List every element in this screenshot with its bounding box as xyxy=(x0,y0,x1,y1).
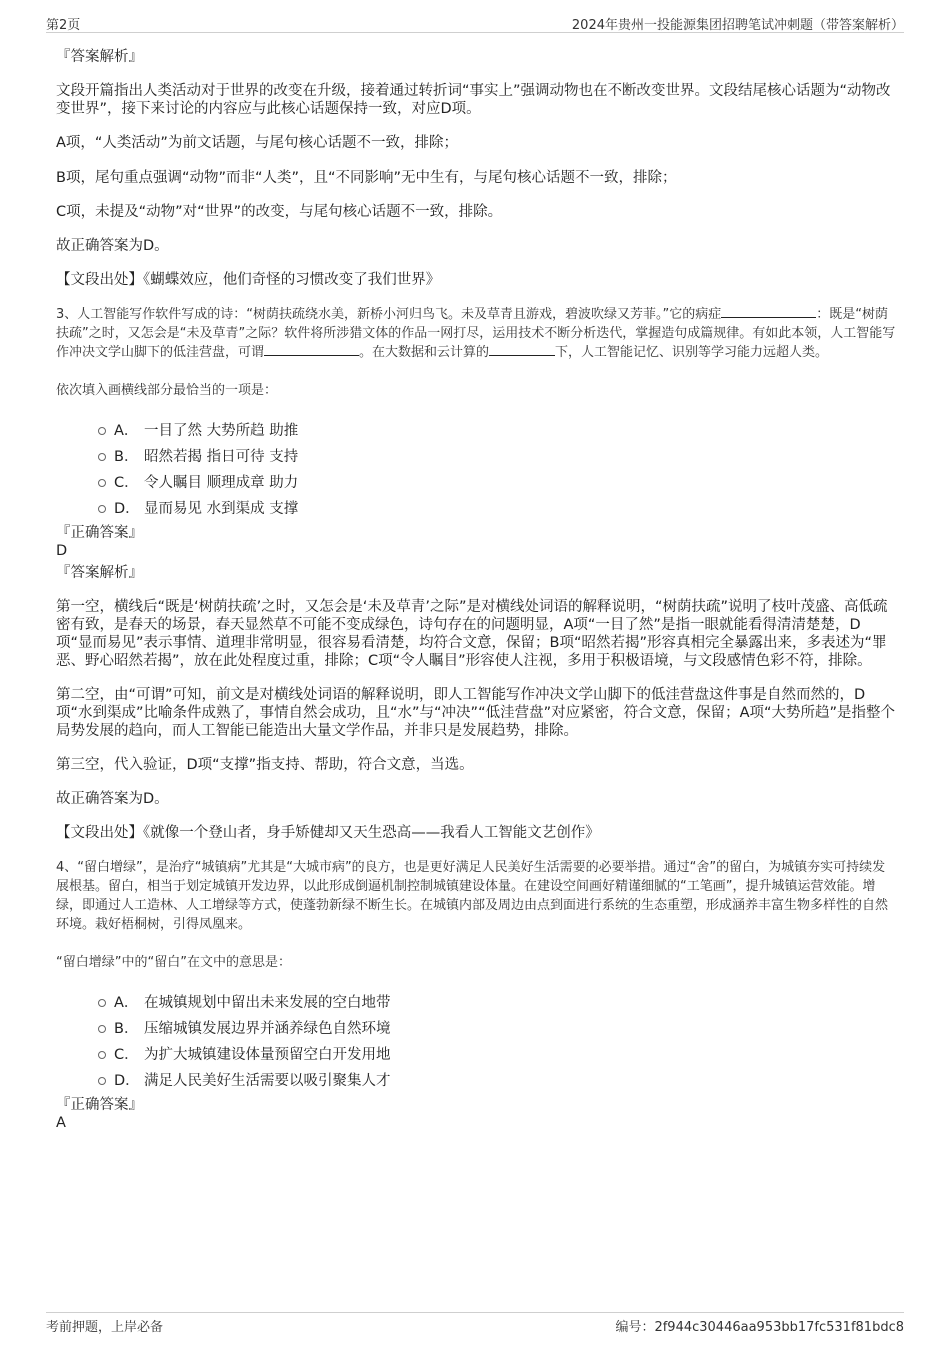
analysis-option-b: B项，尾句重点强调“动物”而非“人类”，且“不同影响”无中生有，与尾句核心话题不一致，排除； xyxy=(56,170,677,186)
analysis-label: 『答案解析』 xyxy=(56,49,143,65)
radio-icon[interactable] xyxy=(98,505,106,513)
option-text: 满足人民美好生活需要以吸引聚集人才 xyxy=(144,1072,391,1089)
option-text: 昭然若揭 指日可待 支持 xyxy=(144,448,299,465)
source-citation: 【文段出处】《就像一个登山者，身手矫健却又天生恐高——我看人工智能文艺创作》 xyxy=(56,825,600,841)
radio-icon[interactable] xyxy=(98,1077,106,1085)
radio-icon[interactable] xyxy=(98,1025,106,1033)
option-key: A． xyxy=(114,994,139,1011)
option-c[interactable] xyxy=(98,468,896,494)
blank-2 xyxy=(264,343,359,356)
question-2-analysis xyxy=(56,48,896,289)
analysis-option-a: A项，“人类活动”为前文话题，与尾句核心话题不一致，排除； xyxy=(56,135,458,151)
answer-conclusion: 故正确答案为D。 xyxy=(56,238,169,254)
option-c[interactable] xyxy=(98,1040,896,1066)
stem-part-2: ：既是“树荫扶疏”之时，又怎会是“未及草青”之际？软件将所涉猎文体的作品一网打尽，运用技术不断分析迭代，掌握造句成篇规律。有如此本领，人工智能写作冲决文学山脚下的低洼营盘，可谓 xyxy=(56,307,896,360)
correct-answer: D xyxy=(56,543,68,559)
stem-part-4: 下，人工智能记忆、识别等学习能力远超人类。 xyxy=(555,345,829,360)
option-text: 压缩城镇发展边界并涵养绿色自然环境 xyxy=(144,1020,391,1037)
radio-icon[interactable] xyxy=(98,427,106,435)
page-number: 第2页 xyxy=(46,18,81,33)
question-4 xyxy=(56,858,896,1132)
option-d[interactable] xyxy=(98,494,896,520)
analysis-paragraph: 文段开篇指出人类活动对于世界的改变在升级，接着通过转折词“事实上”强调动物也在不断改变世界。文段结尾核心话题为“动物改变世界”，接下来讨论的内容应与此核心话题保持一致，对应D项。 xyxy=(56,83,891,117)
stem-part-1: 3、人工智能写作软件写成的诗：“树荫扶疏绕水美，新桥小河归鸟飞。未及草青且游戏，碧波吹绿又芳菲。”它的病症 xyxy=(56,307,722,322)
option-text: 一目了然 大势所趋 助推 xyxy=(144,422,299,439)
document-title: 2024年贵州一投能源集团招聘笔试冲刺题（带答案解析） xyxy=(571,18,904,33)
radio-icon[interactable] xyxy=(98,453,106,461)
option-key: C． xyxy=(114,1046,139,1063)
analysis-label: 『答案解析』 xyxy=(56,565,143,581)
option-key: C． xyxy=(114,474,139,491)
answer-conclusion: 故正确答案为D。 xyxy=(56,791,169,807)
radio-icon[interactable] xyxy=(98,1051,106,1059)
source-citation: 【文段出处】《蝴蝶效应，他们奇怪的习惯改变了我们世界》 xyxy=(56,272,441,288)
correct-answer: A xyxy=(56,1115,66,1131)
option-b[interactable] xyxy=(98,442,896,468)
option-text: 在城镇规划中留出未来发展的空白地带 xyxy=(144,994,391,1011)
question-prompt: “留白增绿”中的“留白”在文中的意思是： xyxy=(56,955,291,970)
radio-icon[interactable] xyxy=(98,479,106,487)
option-b[interactable] xyxy=(98,1014,896,1040)
option-key: B． xyxy=(114,1020,139,1037)
option-text: 显而易见 水到渠成 支撑 xyxy=(144,500,299,517)
analysis-option-c: C项，未提及“动物”对“世界”的改变，与尾句核心话题不一致，排除。 xyxy=(56,204,503,220)
options-list xyxy=(98,988,896,1092)
question-stem: 4、“留白增绿”，是治疗“城镇病”尤其是“大城市病”的良方，也是更好满足人民美好生活需要的必要举措。通过“舍”的留白，为城镇夯实可持续发展根基。留白，相当于划定城镇开发边界，以此形成倒逼机制控制城镇建设体量。在建设空间画好精谨细腻的“工笔画”，提升城镇运营效能。增绿，即通过人工造林、人工增绿等方式，使蓬勃新绿不断生长。在城镇内部及周边由点到面进行系统的生态重塑，形成涵养丰富生物多样性的自然环境。栽好梧桐树，引得凤凰来。 xyxy=(56,860,889,932)
option-text: 为扩大城镇建设体量预留空白开发用地 xyxy=(144,1046,391,1063)
correct-answer-label: 『正确答案』 xyxy=(56,525,143,541)
option-key: A． xyxy=(114,422,139,439)
option-d[interactable] xyxy=(98,1066,896,1092)
document-body xyxy=(56,44,896,1132)
analysis-paragraph-2: 第二空，由“可谓”可知，前文是对横线处词语的解释说明，即人工智能写作冲决文学山脚下的低洼营盘这件事是自然而然的，D项“水到渠成”比喻条件成熟了，事情自然会成功，且“水”与“冲决”“低洼营盘”对应紧密，符合文意，保留；A项“大势所趋”是指整个局势发展的趋向，而人工智能已能造出大量文学作品，并非只是发展趋势，排除。 xyxy=(56,687,896,739)
option-a[interactable] xyxy=(98,988,896,1014)
question-3 xyxy=(56,305,896,842)
option-text: 令人瞩目 顺理成章 助力 xyxy=(144,474,299,491)
radio-icon[interactable] xyxy=(98,999,106,1007)
stem-part-3: 。在大数据和云计算的 xyxy=(359,345,490,360)
correct-answer-label: 『正确答案』 xyxy=(56,1097,143,1113)
question-prompt: 依次填入画横线部分最恰当的一项是： xyxy=(56,383,278,398)
option-key: B． xyxy=(114,448,139,465)
options-list xyxy=(98,416,896,520)
question-stem xyxy=(56,305,896,362)
page-footer xyxy=(46,1312,904,1335)
analysis-paragraph-1: 第一空，横线后“既是‘树荫扶疏’之时，又怎会是‘未及草青’之际”是对横线处词语的解释说明，“树荫扶疏”说明了枝叶茂盛、高低疏密有致，是春天的场景，春天显然草不可能不变成绿色，诗句存在的问题明显，A项“一目了然”是指一眼就能看得清清楚楚，D项“显而易见”表示事情、道理非常明显，很容易看清楚，均符合文意，保留；B项“昭然若揭”形容真相完全暴露出来，多表述为“罪恶、野心昭然若揭”，放在此处程度过重，排除；C项“令人瞩目”形容使人注视，多用于积极语境，与文段感情色彩不符，排除。 xyxy=(56,599,888,669)
option-a[interactable] xyxy=(98,416,896,442)
page-header xyxy=(46,12,904,33)
document-id: 编号：2f944c30446aa953bb17fc531f81bdc8 xyxy=(615,1320,904,1335)
footer-slogan: 考前押题，上岸必备 xyxy=(46,1320,164,1335)
blank-3 xyxy=(489,343,555,356)
analysis-paragraph-3: 第三空，代入验证，D项“支撑”指支持、帮助，符合文意，当选。 xyxy=(56,757,474,773)
option-key: D． xyxy=(114,500,140,517)
blank-1 xyxy=(721,305,816,318)
option-key: D． xyxy=(114,1072,140,1089)
